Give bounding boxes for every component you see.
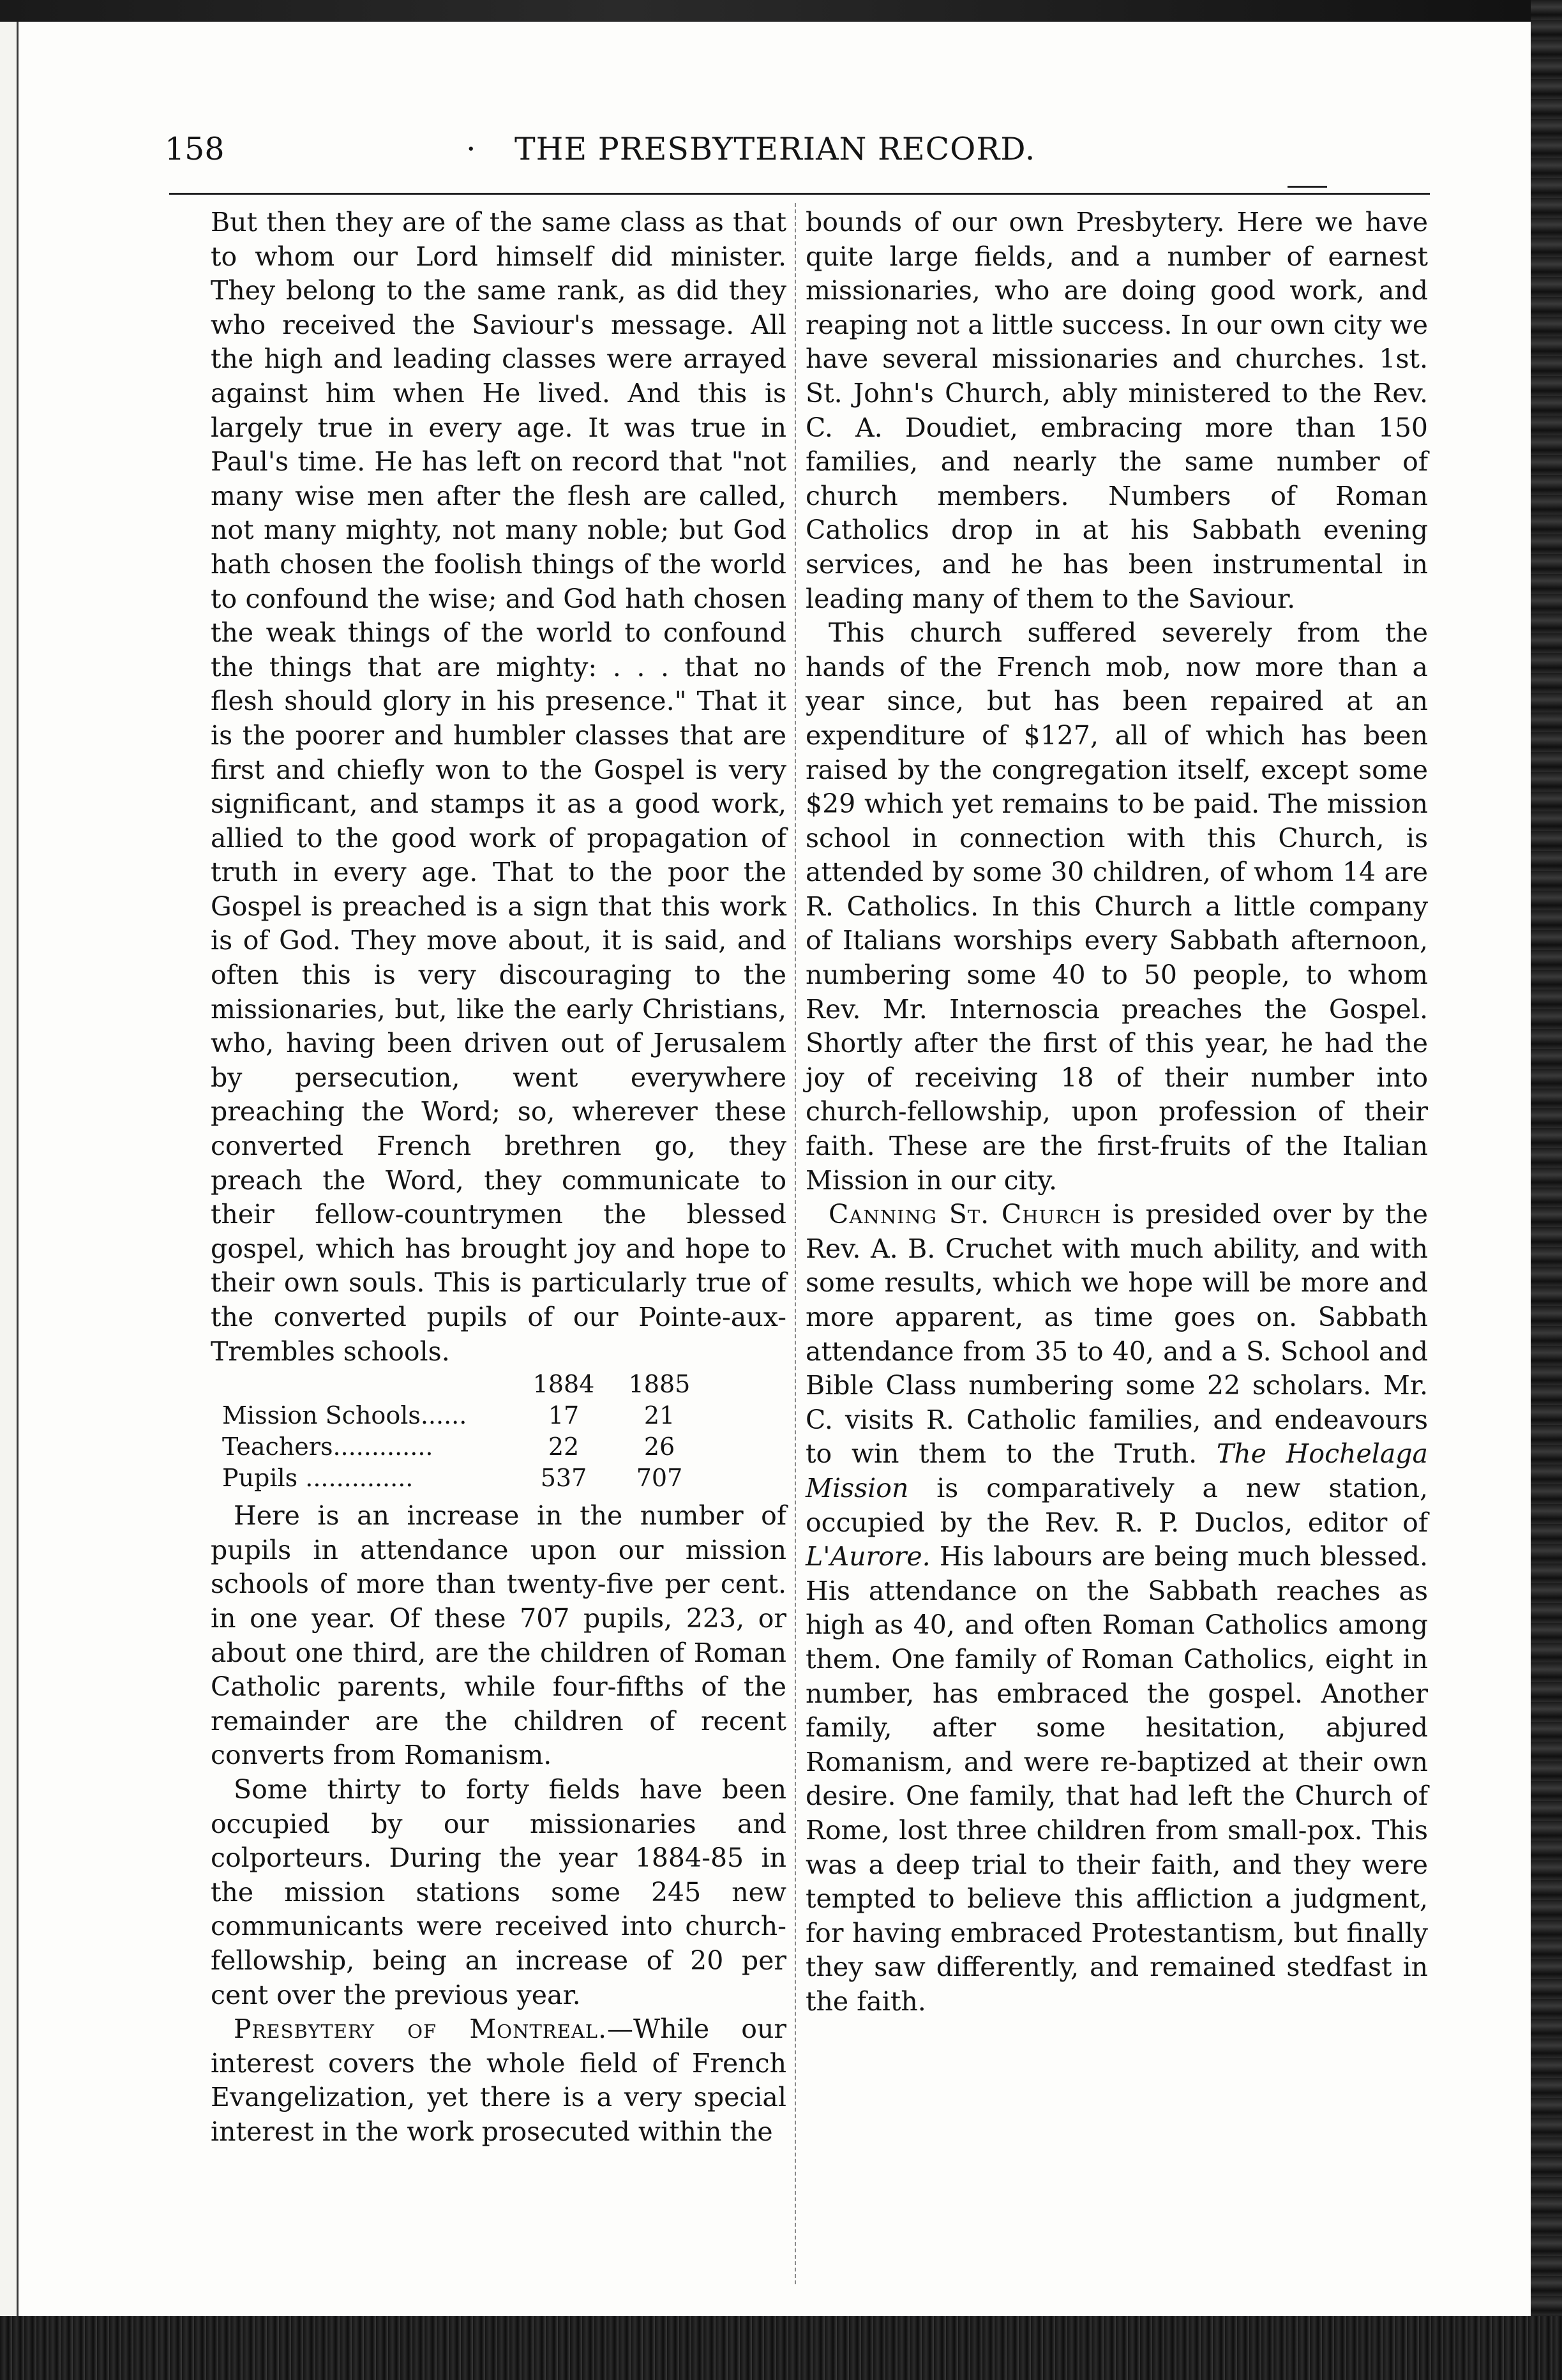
scan-border-top [0, 0, 1562, 22]
table-row [222, 1431, 707, 1463]
italic-title: L'Aurore. [806, 1541, 931, 1572]
cell-1885: 707 [636, 1464, 683, 1493]
header-rule [169, 193, 1430, 195]
table-header-row [222, 1369, 707, 1400]
cell-1884: 17 [548, 1401, 580, 1430]
column-header-1885: 1885 [628, 1370, 691, 1399]
paragraph-with-heading [806, 1198, 1428, 2019]
italic-title: The Hochelaga Mission [806, 1438, 1428, 1503]
table-row [222, 1400, 707, 1431]
scan-border-left [0, 22, 19, 2316]
column-header-1884: 1884 [532, 1370, 595, 1399]
row-label: Teachers............. [222, 1433, 433, 1461]
column-divider [795, 203, 796, 2284]
table-header-blank [222, 1369, 516, 1400]
section-heading: Canning St. Church [829, 1199, 1102, 1230]
cell-1885: 26 [643, 1433, 675, 1461]
paragraph: This church suffered severely from the hands of the French mob, now more than a year since, but has been repaired at an expenditure of $127, all of which has been raised by the congregation itself, except some $29 which yet remains to be paid. The mission school in connection with this Church, is attended by some 30 children, of whom 14 are R. Catholics. In this Church a little company of Italians worships every Sabbath afternoon, numbering some 40 to 50 people, to whom Rev. Mr. Internoscia preaches the Gospel. Shortly after the first of this year, he had the joy of receiving 18 of their number into church-fellowship, upon profession of their faith. These are the first-fruits of the Italian Mission in our city. [806, 617, 1428, 1196]
paragraph: bounds of our own Presbytery. Here we have quite large fields, and a number of earnest missionaries, who are doing good work, and reaping not a little success. In our own city we have several missionaries and churches. 1st. St. John's Church, ably ministered to the Rev. C. A. Doudiet, embracing more than 150 families, and nearly the same number of church members. Numbers of Roman Catholics drop in at his Sabbath evening services, and he has been instrumental in leading many of them to the Saviour. [806, 207, 1428, 614]
cell-1885: 21 [643, 1401, 675, 1430]
page-header [165, 126, 1430, 172]
left-column [211, 206, 786, 2149]
paragraph-text: is comparatively a new station, occupied by the Rev. R. P. Duclos, editor of [806, 1472, 1428, 1538]
paragraph-text: His labours are being much blessed. His attendance on the Sabbath reaches as high as 40, and often Roman Catholics among them. One family of Roman Catholics, eight in number, has embraced the gospel. Another family, after some hesitation, abjured Romanism, and were re-baptized at their own desire. One family, that had left the Church of Rome, lost three children from small-pox. This was a deep trial to their faith, and they were tempted to believe this affliction a judgment, for having embraced Protestantism, but finally they saw differently, and remained stedfast in the faith. [806, 1541, 1428, 2017]
table-row [222, 1463, 707, 1494]
cell-1884: 537 [540, 1464, 587, 1493]
row-label: Mission Schools...... [222, 1401, 467, 1430]
header-separator: · [466, 131, 476, 167]
scan-border-bottom [0, 2316, 1562, 2380]
header-rule-mark [1288, 186, 1327, 188]
paragraph-text: —While our interest covers the whole field of French Evangelization, yet there is a very special interest in the work prosecuted within the [211, 2014, 786, 2147]
paragraph-with-heading [211, 2012, 786, 2149]
running-title: THE PRESBYTERIAN RECORD. [514, 131, 1036, 167]
paragraph: Some thirty to forty fields have been occupied by our missionaries and colporteurs. During the year 1884-85 in the mission stations some 245 new communicants were received into church-fellowship, being an increase of 20 per cent over the previous year. [211, 1774, 786, 2010]
cell-1884: 22 [548, 1433, 580, 1461]
page-number: 158 [165, 131, 225, 167]
paragraph: But then they are of the same class as that to whom our Lord himself did minister. They belong to the same rank, as did they who received the Saviour's message. All the high and leading classes were arrayed against him when He lived. And this is largely true in every age. It was true in Paul's time. He has left on record that "not many wise men after the flesh are called, not many mighty, not many noble; but God hath chosen the foolish things of the world to confound the wise; and God hath chosen the weak things of the world to confound the things that are mighty: . . . that no flesh should glory in his presence." That it is the poorer and humbler classes that are first and chiefly won to the Gospel is very significant, and stamps it as a good work, allied to the good work of propagation of truth in every age. That to the poor the Gospel is preached is a sign that this work is of God. They move about, it is said, and often this is very discouraging to the missionaries, but, like the early Christians, who, having been driven out of Jerusalem by persecution, went everywhere preaching the Word; so, wherever these converted French brethren go, they preach the Word, they communicate to their fellow-countrymen the blessed gospel, which has brought joy and hope to their own souls. This is particularly true of the converted pupils of our Pointe-aux-Trembles schools. [211, 207, 786, 1367]
paragraph-text: is presided over by the Rev. A. B. Cruchet with much ability, and with some results, which we hope will be more and more apparent, as time goes on. Sabbath attendance from 35 to 40, and a S. School and Bible Class numbering some 22 scholars. Mr. C. visits R. Catholic families, and endeavours to win them to the Truth. [806, 1199, 1428, 1470]
scan-border-right [1531, 0, 1562, 2380]
statistics-table [222, 1369, 707, 1494]
paragraph: Here is an increase in the number of pupils in attendance upon our mission schools of more than twenty-five per cent. in one year. Of these 707 pupils, 223, or about one third, are the children of Roman Catholic parents, while four-fifths of the remainder are the children of recent converts from Romanism. [211, 1500, 786, 1771]
right-column [806, 206, 1428, 2019]
section-heading: Presbytery of Montreal. [234, 2014, 608, 2045]
row-label: Pupils .............. [222, 1464, 414, 1493]
